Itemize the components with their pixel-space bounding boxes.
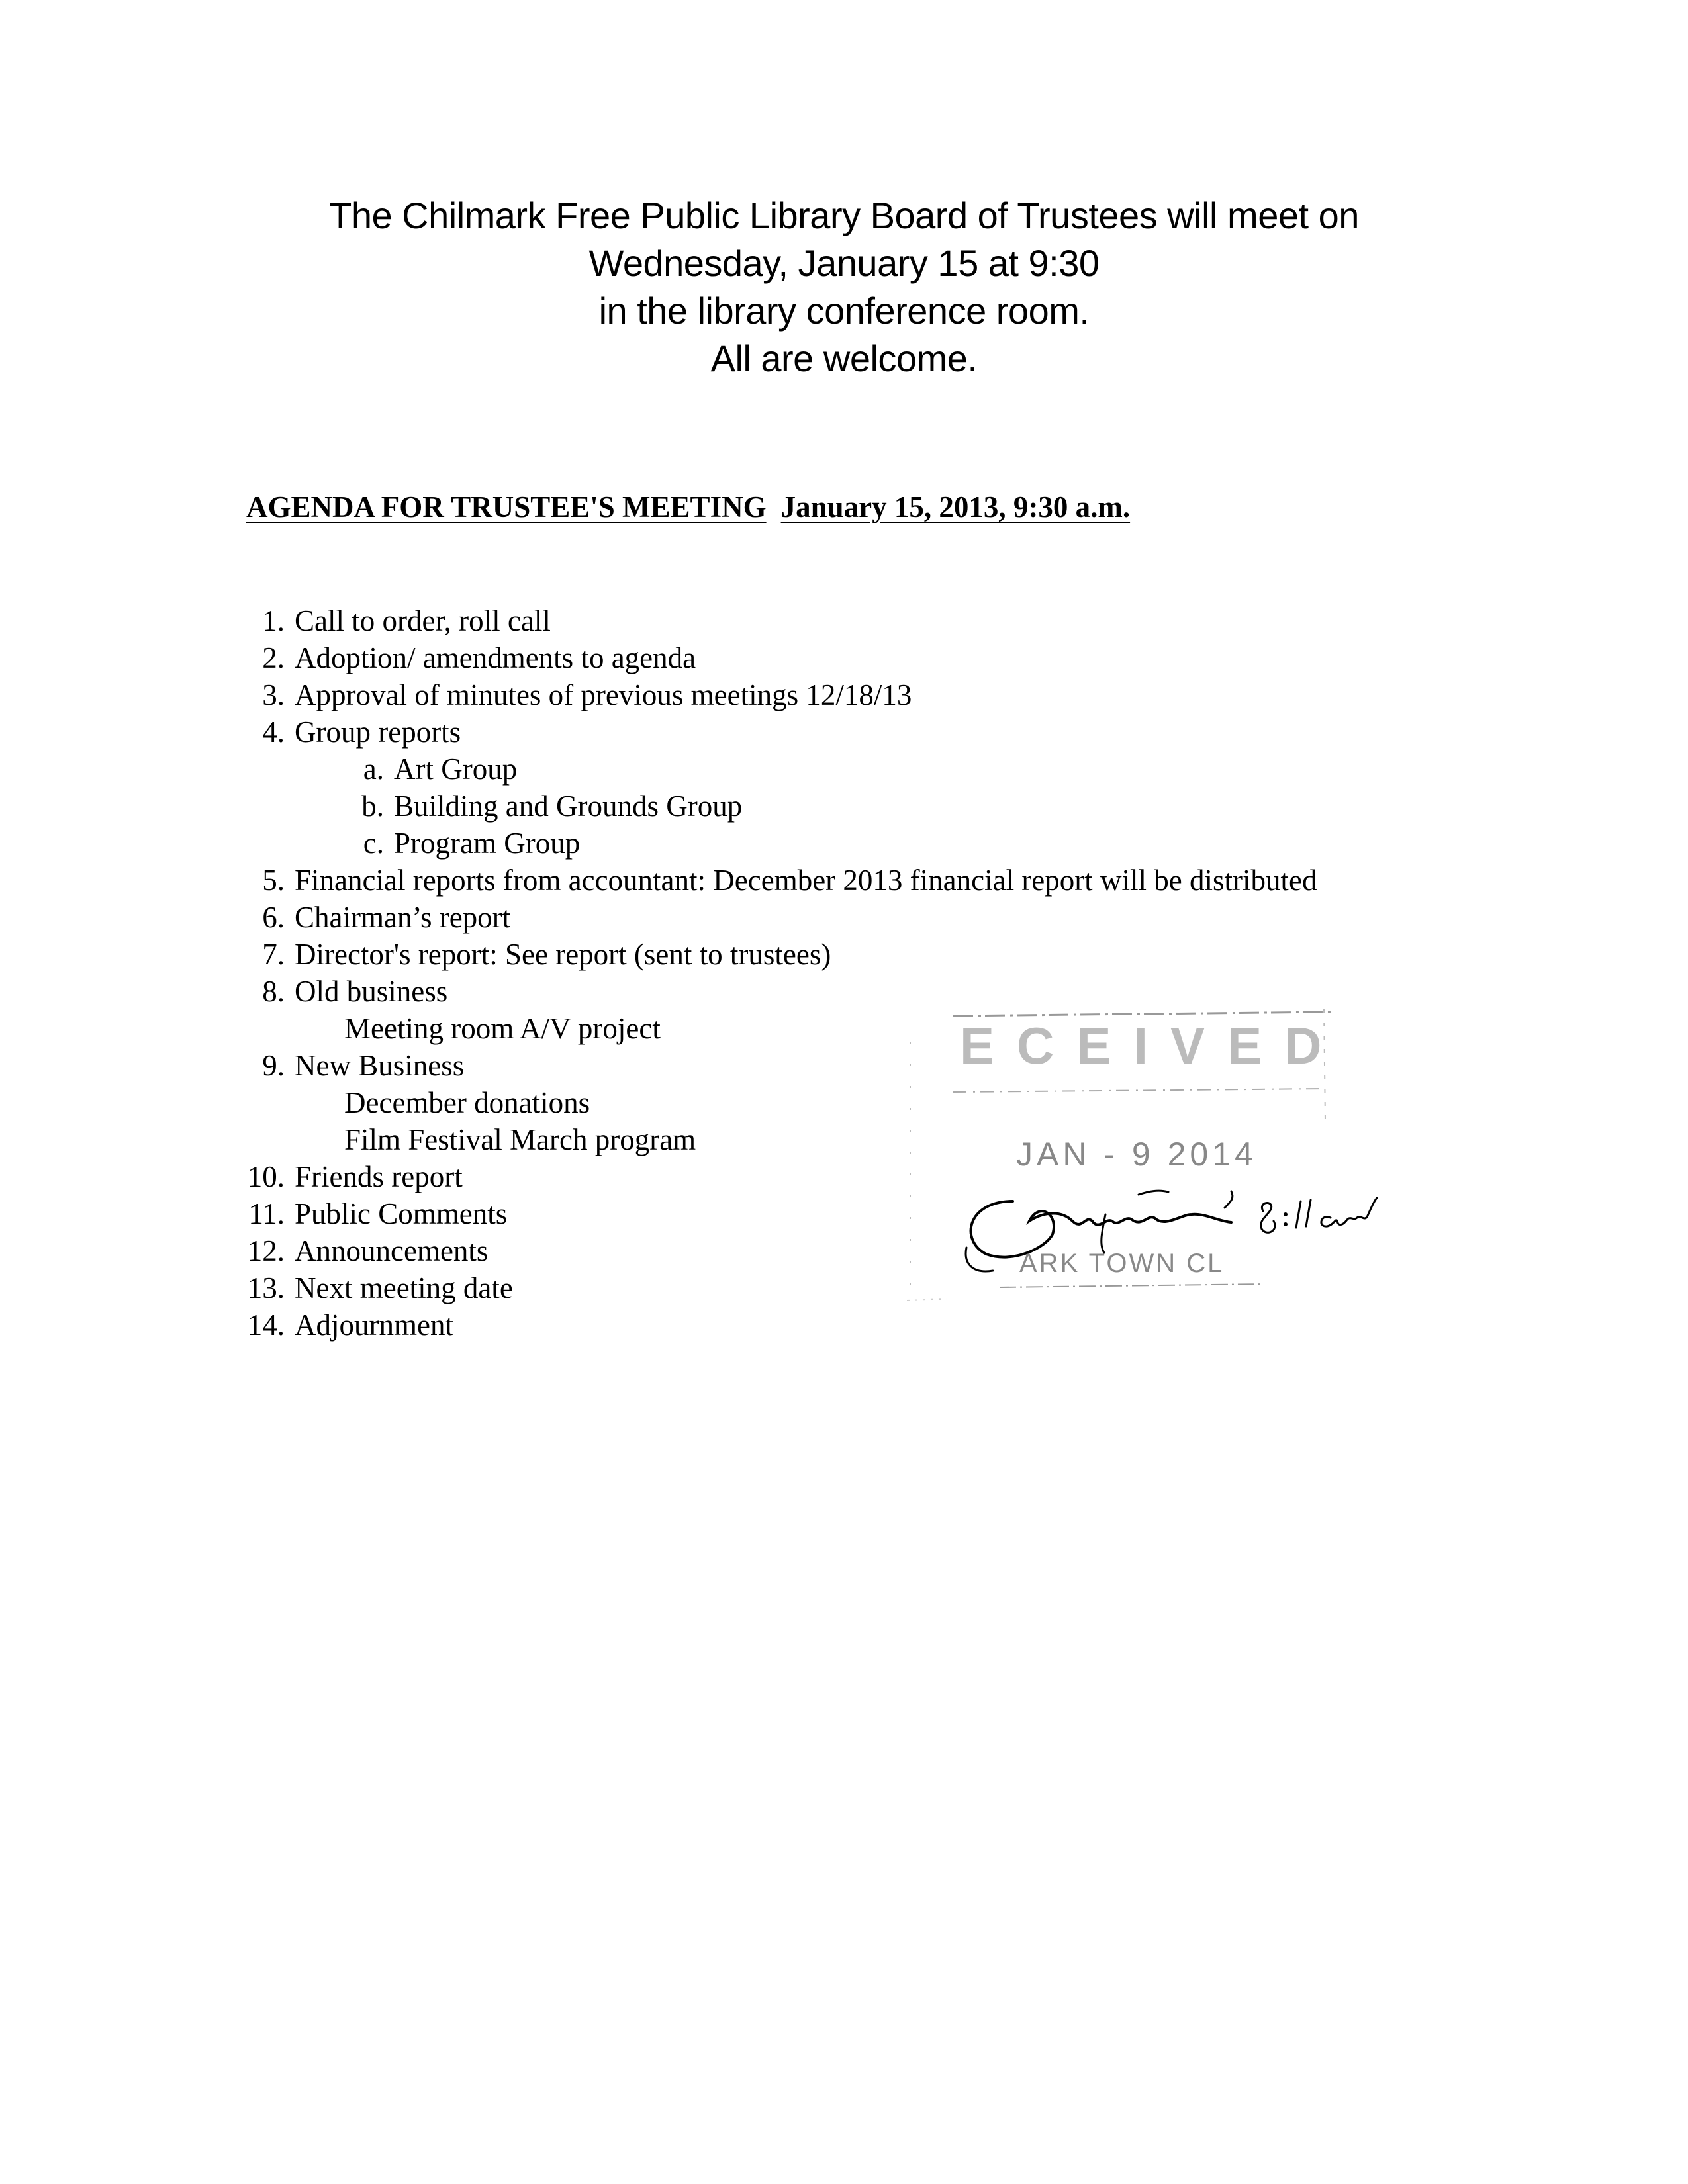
item-letter: c.	[363, 827, 384, 860]
item-number: 4.	[262, 715, 285, 749]
item-text: Film Festival March program	[344, 1123, 696, 1156]
item-number: 6.	[262, 901, 285, 934]
item-text: Call to order, roll call	[295, 604, 551, 637]
agenda-heading	[246, 490, 1130, 524]
item-text: Next meeting date	[295, 1271, 513, 1304]
item-text: Adjournment	[295, 1308, 453, 1342]
notice-line-3: in the library conference room.	[598, 290, 1090, 332]
item-letter: b.	[361, 790, 384, 823]
notice-line-1: The Chilmark Free Public Library Board of Trustees will meet on	[329, 195, 1359, 236]
item-number: 7.	[262, 938, 285, 971]
item-text: Public Comments	[295, 1197, 508, 1230]
item-number: 10.	[247, 1160, 285, 1193]
received-stamp	[887, 1003, 1470, 1314]
item-number: 3.	[262, 678, 285, 711]
agenda-heading-date: January 15, 2013, 9:30 a.m.	[780, 490, 1131, 523]
item-number: 14.	[247, 1308, 285, 1342]
notice-line-2: Wednesday, January 15 at 9:30	[588, 242, 1100, 284]
item-text: Announcements	[295, 1234, 489, 1267]
item-text: Financial reports from accountant: December 2013 financial report will be distributed	[295, 864, 1317, 897]
agenda-heading-title: AGENDA FOR TRUSTEE'S MEETING	[246, 490, 767, 523]
item-text: Meeting room A/V project	[344, 1012, 661, 1045]
item-text: Adoption/ amendments to agenda	[295, 641, 696, 674]
item-number: 2.	[262, 641, 285, 674]
item-number: 9.	[262, 1049, 285, 1082]
item-text: Old business	[295, 975, 448, 1008]
item-text: New Business	[295, 1049, 465, 1082]
stamp-town-text: ARK TOWN CL	[1019, 1249, 1225, 1278]
item-text: Chairman’s report	[295, 901, 511, 934]
item-text: Director's report: See report (sent to trustees)	[295, 938, 831, 971]
item-number: 12.	[247, 1234, 285, 1267]
item-number: 8.	[262, 975, 285, 1008]
stamp-date: JAN - 9 2014	[1016, 1136, 1257, 1173]
item-text: Approval of minutes of previous meetings 12/18/13	[295, 678, 912, 711]
item-letter: a.	[363, 752, 384, 786]
item-text: Program Group	[394, 827, 581, 860]
item-text: Art Group	[394, 752, 518, 786]
item-text: Building and Grounds Group	[394, 790, 743, 823]
meeting-notice	[199, 192, 1489, 383]
item-number: 11.	[248, 1197, 285, 1230]
item-text: Group reports	[295, 715, 461, 749]
stamp-received-text: ECEIVED	[960, 1017, 1344, 1075]
item-text: December donations	[344, 1086, 590, 1119]
item-number: 5.	[262, 864, 285, 897]
item-number: 13.	[247, 1271, 285, 1304]
notice-line-4: All are welcome.	[710, 338, 978, 379]
item-text: Friends report	[295, 1160, 463, 1193]
item-number: 1.	[262, 604, 285, 637]
